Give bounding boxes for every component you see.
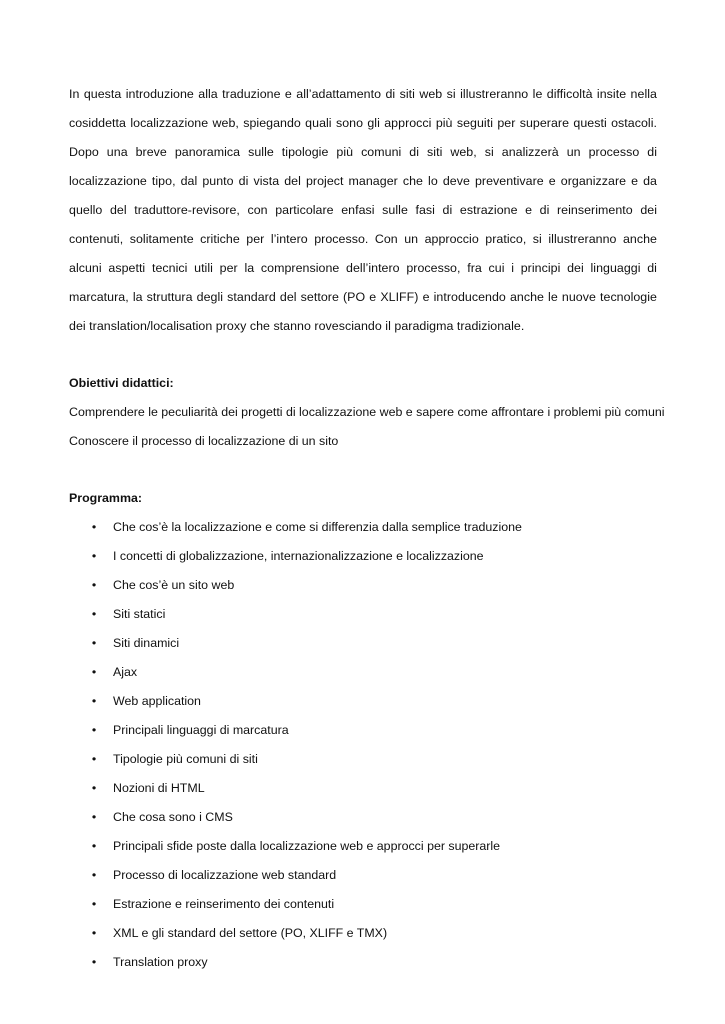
list-item-text: Che cosa sono i CMS — [113, 810, 233, 824]
objective-line: Conoscere il processo di localizzazione di un sito — [69, 434, 339, 448]
bullet-icon: • — [91, 897, 97, 911]
list-item — [69, 629, 657, 658]
list-item-text: Estrazione e reinserimento dei contenuti — [113, 897, 335, 911]
list-item-text: Processo di localizzazione web standard — [113, 868, 337, 882]
bullet-icon: • — [91, 926, 97, 940]
programme-list — [69, 513, 657, 977]
bullet-icon: • — [91, 549, 97, 563]
bullet-icon: • — [91, 636, 97, 650]
bullet-icon: • — [91, 665, 97, 679]
list-item — [69, 919, 657, 948]
list-item — [69, 948, 657, 977]
list-item-text: Che cos’è un sito web — [113, 578, 235, 592]
list-item-text: Tipologie più comuni di siti — [113, 752, 258, 766]
list-item — [69, 542, 657, 571]
list-item-text: Web application — [113, 694, 201, 708]
list-item — [69, 687, 657, 716]
bullet-icon: • — [91, 694, 97, 708]
bullet-icon: • — [91, 810, 97, 824]
bullet-icon: • — [91, 752, 97, 766]
list-item-text: Che cos’è la localizzazione e come si differenzia dalla semplice traduzione — [113, 520, 522, 534]
document-body — [69, 80, 665, 977]
list-item — [69, 803, 657, 832]
list-item-text: Nozioni di HTML — [113, 781, 205, 795]
list-item — [69, 890, 657, 919]
objectives-heading: Obiettivi didattici: — [69, 376, 174, 390]
list-item — [69, 774, 657, 803]
list-item-text: I concetti di globalizzazione, internazionalizzazione e localizzazione — [113, 549, 484, 563]
bullet-icon: • — [91, 607, 97, 621]
bullet-icon: • — [91, 781, 97, 795]
list-item — [69, 716, 657, 745]
list-item-text: XML e gli standard del settore (PO, XLIFF e TMX) — [113, 926, 388, 940]
objective-line: Comprendere le peculiarità dei progetti di localizzazione web e sapere come affrontare i problemi più comuni — [69, 405, 665, 419]
list-item — [69, 745, 657, 774]
programme-heading: Programma: — [69, 491, 142, 505]
intro-paragraph: In questa introduzione alla traduzione e all’adattamento di siti web si illustreranno le difficoltà insite nella cosiddetta localizzazione web, spiegando quali sono gli approcci più seguiti per superare questi ostacoli. Dopo una breve panoramica sulle tipologie più comuni di siti web, si analizzerà un processo di localizzazione tipo, dal punto di vista del project manager che lo deve preventivare e organizzare e da quello del traduttore-revisore, con particolare enfasi sulle fasi di estrazione e di reinserimento dei contenuti, solitamente critiche per l’intero processo. Con un approccio pratico, si illustreranno anche alcuni aspetti tecnici utili per la comprensione dell’intero processo, fra cui i principi dei linguaggi di marcatura, la struttura degli standard del settore (PO e XLIFF) e introducendo anche le nuove tecnologie dei translation/localisation proxy che stanno rovesciando il paradigma tradizionale. — [69, 87, 657, 333]
list-item — [69, 658, 657, 687]
list-item-text: Siti statici — [113, 607, 166, 621]
bullet-icon: • — [91, 955, 97, 969]
bullet-icon: • — [91, 723, 97, 737]
bullet-icon: • — [91, 520, 97, 534]
list-item-text: Principali linguaggi di marcatura — [113, 723, 289, 737]
list-item — [69, 832, 657, 861]
bullet-icon: • — [91, 868, 97, 882]
list-item — [69, 571, 657, 600]
list-item-text: Siti dinamici — [113, 636, 180, 650]
bullet-icon: • — [91, 578, 97, 592]
list-item-text: Translation proxy — [113, 955, 208, 969]
section-gap — [69, 341, 657, 369]
bullet-icon: • — [91, 839, 97, 853]
section-gap — [69, 456, 657, 484]
list-item — [69, 861, 657, 890]
list-item — [69, 600, 657, 629]
list-item-text: Ajax — [113, 665, 138, 679]
list-item-text: Principali sfide poste dalla localizzazione web e approcci per superarle — [113, 839, 501, 853]
list-item — [69, 513, 657, 542]
